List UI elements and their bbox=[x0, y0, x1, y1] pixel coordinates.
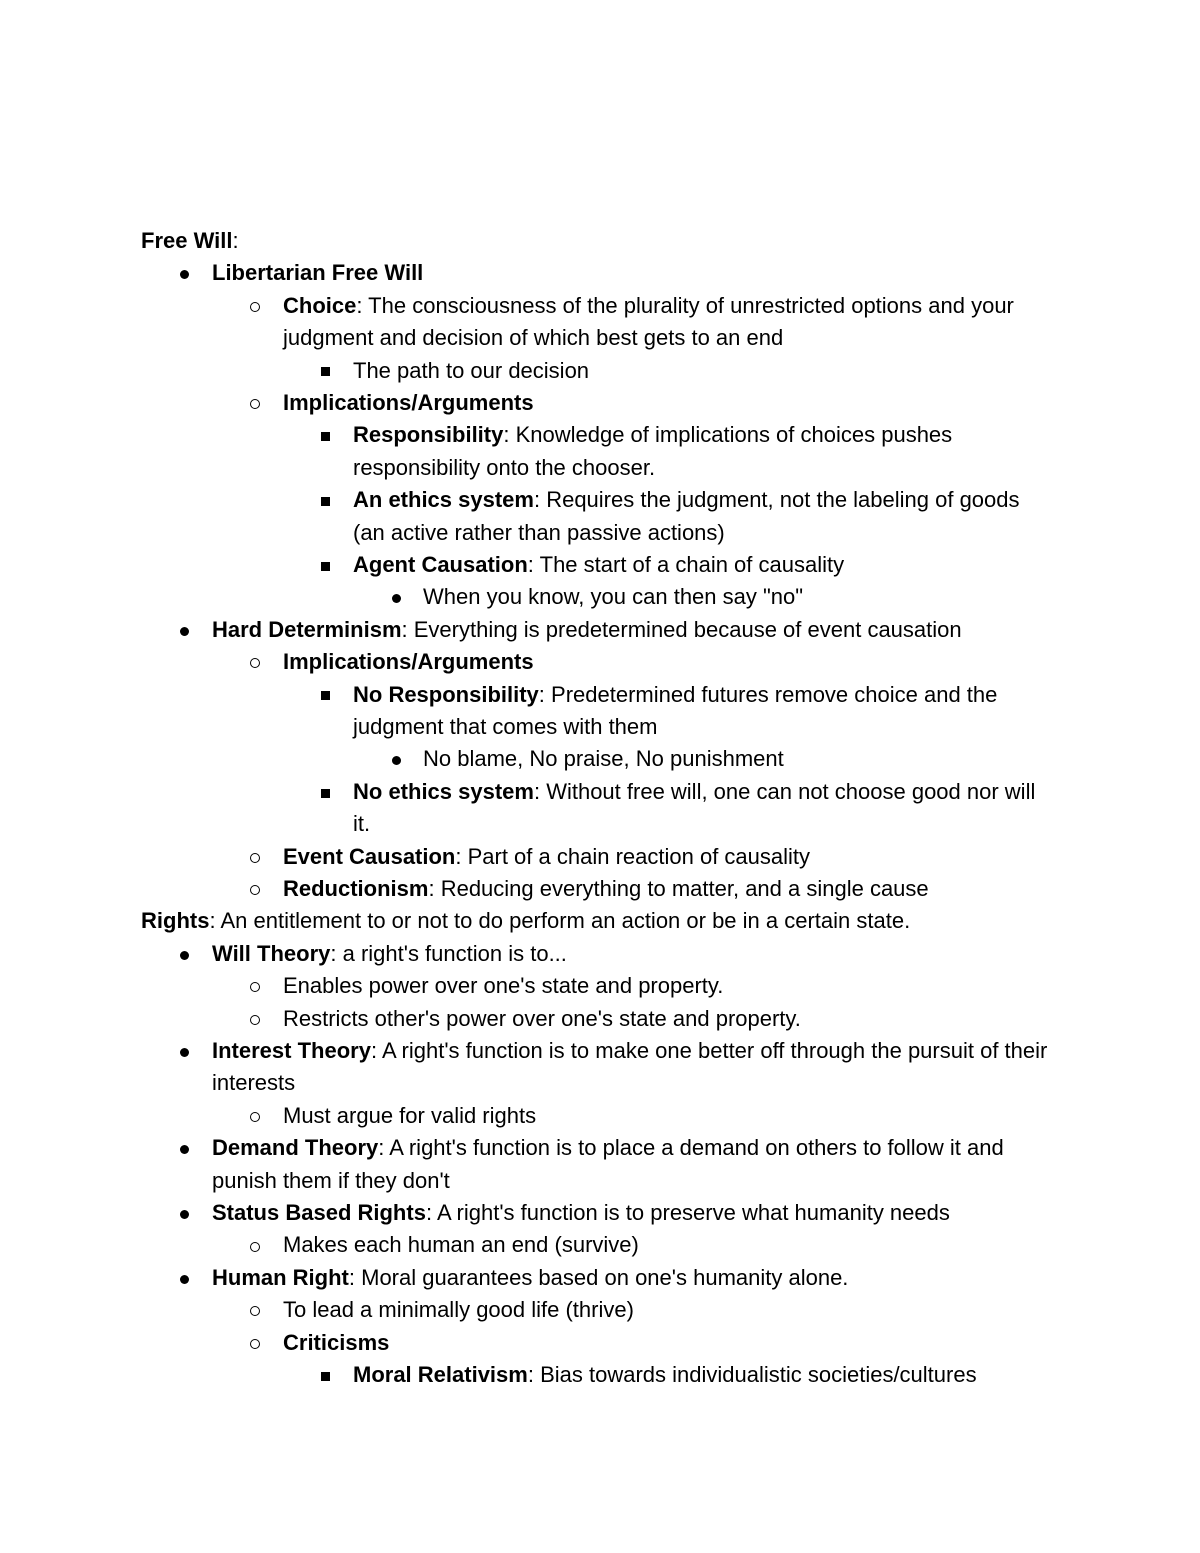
list-item: To lead a minimally good life (thrive) bbox=[0, 1294, 1200, 1326]
bullet-dot-icon bbox=[174, 1262, 194, 1294]
bullet-ring-icon bbox=[245, 970, 265, 1002]
section-heading-free-will: Free Will: bbox=[141, 228, 239, 253]
bullet-dot-icon bbox=[386, 743, 406, 775]
list-item: An ethics system: Requires the judgment, not the labeling of goods (an active rather than passive actions) bbox=[0, 484, 1200, 549]
bullet-ring-icon bbox=[245, 1003, 265, 1035]
bullet-dot-icon bbox=[174, 614, 194, 646]
bullet-ring-icon bbox=[245, 1229, 265, 1261]
list-item: No blame, No praise, No punishment bbox=[0, 743, 1200, 775]
list-item: Restricts other's power over one's state and property. bbox=[0, 1003, 1200, 1035]
list-item: Must argue for valid rights bbox=[0, 1100, 1200, 1132]
list-item: Makes each human an end (survive) bbox=[0, 1229, 1200, 1261]
list-item: Hard Determinism: Everything is predetermined because of event causation bbox=[0, 614, 1200, 646]
bullet-dot-icon bbox=[174, 938, 194, 970]
list-item: Criticisms bbox=[0, 1327, 1200, 1359]
bullet-dot-icon bbox=[174, 1197, 194, 1229]
list-item: Libertarian Free Will bbox=[0, 257, 1200, 289]
bullet-dot-icon bbox=[174, 257, 194, 289]
bullet-ring-icon bbox=[245, 646, 265, 678]
list-item: Implications/Arguments bbox=[0, 646, 1200, 678]
list-item: No Responsibility: Predetermined futures remove choice and the judgment that comes with them bbox=[0, 679, 1200, 744]
bullet-dot-icon bbox=[174, 1035, 194, 1067]
bullet-ring-icon bbox=[245, 1100, 265, 1132]
bullet-square-icon bbox=[315, 549, 335, 581]
bullet-ring-icon bbox=[245, 290, 265, 322]
list-item: No ethics system: Without free will, one can not choose good nor will it. bbox=[0, 776, 1200, 841]
bullet-dot-icon bbox=[174, 1132, 194, 1164]
bullet-square-icon bbox=[315, 484, 335, 516]
list-item: Human Right: Moral guarantees based on one's humanity alone. bbox=[0, 1262, 1200, 1294]
list-item: Implications/Arguments bbox=[0, 387, 1200, 419]
notes-body bbox=[0, 225, 1200, 1391]
bullet-ring-icon bbox=[245, 873, 265, 905]
list-item: Agent Causation: The start of a chain of causality bbox=[0, 549, 1200, 581]
bullet-square-icon bbox=[315, 776, 335, 808]
section-heading-rights: Rights: An entitlement to or not to do perform an action or be in a certain state. bbox=[141, 908, 911, 934]
list-item: Reductionism: Reducing everything to matter, and a single cause bbox=[0, 873, 1200, 905]
list-item: Choice: The consciousness of the plurality of unrestricted options and your judgment and decision of which best gets to an end bbox=[0, 290, 1200, 355]
list-item: Responsibility: Knowledge of implications of choices pushes responsibility onto the chooser. bbox=[0, 419, 1200, 484]
list-item: Interest Theory: A right's function is to make one better off through the pursuit of their interests bbox=[0, 1035, 1200, 1100]
list-item: Demand Theory: A right's function is to place a demand on others to follow it and punish them if they don't bbox=[0, 1132, 1200, 1197]
list-item: Will Theory: a right's function is to... bbox=[0, 938, 1200, 970]
list-item: Event Causation: Part of a chain reaction of causality bbox=[0, 841, 1200, 873]
heading-term: Free Will bbox=[141, 228, 233, 253]
bullet-ring-icon bbox=[245, 1294, 265, 1326]
bullet-square-icon bbox=[315, 355, 335, 387]
bullet-square-icon bbox=[315, 419, 335, 451]
bullet-square-icon bbox=[315, 1359, 335, 1391]
bullet-ring-icon bbox=[245, 387, 265, 419]
list-item: The path to our decision bbox=[0, 355, 1200, 387]
bullet-dot-icon bbox=[386, 581, 406, 613]
list-item: Enables power over one's state and property. bbox=[0, 970, 1200, 1002]
list-item: When you know, you can then say "no" bbox=[0, 581, 1200, 613]
bullet-square-icon bbox=[315, 679, 335, 711]
list-item: Status Based Rights: A right's function is to preserve what humanity needs bbox=[0, 1197, 1200, 1229]
bullet-ring-icon bbox=[245, 841, 265, 873]
bullet-ring-icon bbox=[245, 1327, 265, 1359]
list-item: Moral Relativism: Bias towards individualistic societies/cultures bbox=[0, 1359, 1200, 1391]
